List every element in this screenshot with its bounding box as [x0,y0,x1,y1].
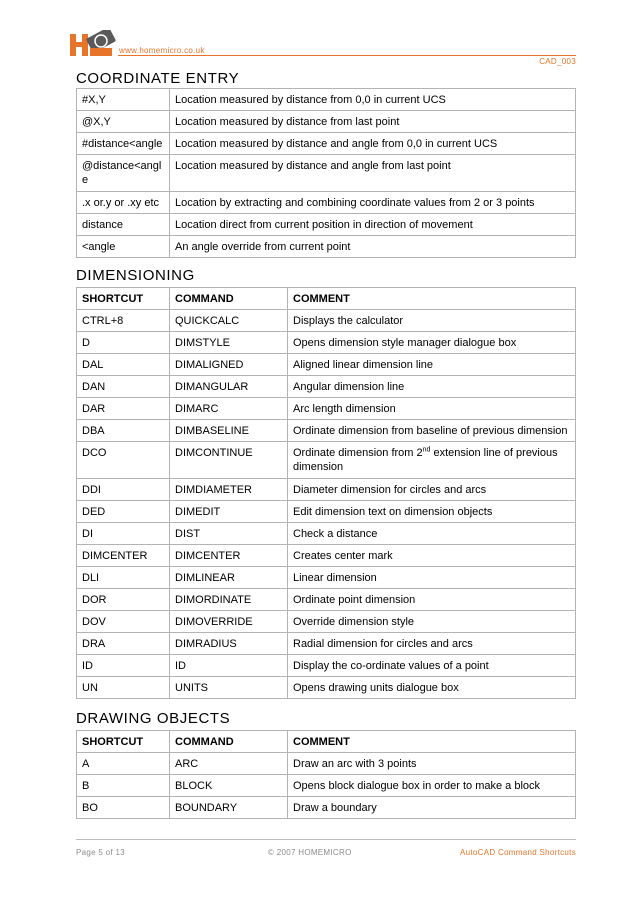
shortcut-cell: CTRL+8 [77,310,170,332]
section-title-dimensioning: DIMENSIONING [76,267,195,284]
command-cell: DIMLINEAR [170,567,288,589]
shortcut-cell: DDI [77,479,170,501]
table-row [77,655,576,677]
shortcut-cell: BO [77,797,170,819]
table-header-row [77,288,576,310]
command-cell: DIMRADIUS [170,633,288,655]
table-row [77,797,576,819]
comment-cell: Displays the calculator [288,310,576,332]
shortcut-cell: DRA [77,633,170,655]
comment-cell: Draw an arc with 3 points [288,753,576,775]
dco-comment-sup: nd [422,446,431,454]
shortcut-cell: D [77,332,170,354]
shortcut-cell: ID [77,655,170,677]
table-row [77,501,576,523]
description-cell: Location measured by distance from 0,0 in current UCS [170,89,576,111]
table-row [77,89,576,111]
command-cell: QUICKCALC [170,310,288,332]
table-row [77,420,576,442]
dco-comment-end: extension line of previous dimension [293,447,558,473]
shortcut-cell: DIMCENTER [77,545,170,567]
command-cell: DIMDIAMETER [170,479,288,501]
shortcut-cell: DAL [77,354,170,376]
header-url: www.homemicro.co.uk [119,46,205,55]
description-cell: Location measured by distance from last point [170,111,576,133]
table-row [77,753,576,775]
section-title-drawing: DRAWING OBJECTS [76,710,231,727]
shortcut-cell: DCO [77,442,170,479]
table-row [77,111,576,133]
shortcut-cell: DBA [77,420,170,442]
shortcut-cell: A [77,753,170,775]
header-shortcut: SHORTCUT [77,288,170,310]
homemicro-logo [70,30,116,58]
shortcut-cell: @X,Y [77,111,170,133]
comment-cell [288,442,576,479]
shortcut-cell: DI [77,523,170,545]
command-cell: DIMOVERRIDE [170,611,288,633]
command-cell: DIMORDINATE [170,589,288,611]
shortcut-cell: @distance<angle [77,155,170,192]
header-rule [118,55,576,56]
doc-title: AutoCAD Command Shortcuts [460,848,576,857]
command-cell: BOUNDARY [170,797,288,819]
table-row [77,398,576,420]
header-command: COMMAND [170,288,288,310]
shortcut-cell: DOR [77,589,170,611]
copyright: © 2007 HOMEMICRO [268,848,352,857]
table-row [77,589,576,611]
comment-cell: Opens block dialogue box in order to make a block [288,775,576,797]
table-row [77,442,576,479]
comment-cell: Diameter dimension for circles and arcs [288,479,576,501]
description-cell: An angle override from current point [170,236,576,258]
table-row [77,310,576,332]
comment-cell: Opens drawing units dialogue box [288,677,576,699]
shortcut-cell: DOV [77,611,170,633]
table-row [77,354,576,376]
shortcut-cell: #X,Y [77,89,170,111]
command-cell: DIMARC [170,398,288,420]
comment-cell: Ordinate dimension from baseline of previous dimension [288,420,576,442]
shortcut-cell: B [77,775,170,797]
doc-id: CAD_003 [539,57,576,66]
comment-cell: Ordinate point dimension [288,589,576,611]
table-header-row [77,731,576,753]
shortcut-cell: DED [77,501,170,523]
shortcut-cell: DLI [77,567,170,589]
description-cell: Location direct from current position in direction of movement [170,214,576,236]
table-row [77,192,576,214]
command-cell: DIMBASELINE [170,420,288,442]
table-row [77,775,576,797]
table-row [77,332,576,354]
description-cell: Location by extracting and combining coordinate values from 2 or 3 points [170,192,576,214]
header-shortcut: SHORTCUT [77,731,170,753]
coordinate-table [76,88,576,258]
table-row [77,567,576,589]
description-cell: Location measured by distance and angle from 0,0 in current UCS [170,133,576,155]
comment-cell: Aligned linear dimension line [288,354,576,376]
shortcut-cell: DAN [77,376,170,398]
page-number: Page 5 of 13 [76,848,125,857]
comment-cell: Display the co-ordinate values of a point [288,655,576,677]
table-row [77,611,576,633]
comment-cell: Override dimension style [288,611,576,633]
table-row [77,479,576,501]
comment-cell: Angular dimension line [288,376,576,398]
command-cell: DIST [170,523,288,545]
section-title-coordinate: COORDINATE ENTRY [76,70,240,87]
header-comment: COMMENT [288,288,576,310]
comment-cell: Check a distance [288,523,576,545]
comment-cell: Arc length dimension [288,398,576,420]
table-row [77,677,576,699]
table-row [77,633,576,655]
comment-cell: Draw a boundary [288,797,576,819]
command-cell: DIMCENTER [170,545,288,567]
shortcut-cell: #distance<angle [77,133,170,155]
shortcut-cell: DAR [77,398,170,420]
command-cell: DIMCONTINUE [170,442,288,479]
command-cell: DIMALIGNED [170,354,288,376]
table-row [77,236,576,258]
table-row [77,133,576,155]
table-row [77,523,576,545]
header-command: COMMAND [170,731,288,753]
description-cell: Location measured by distance and angle from last point [170,155,576,192]
drawing-table [76,730,576,819]
dco-comment-start: Ordinate dimension from 2 [293,447,423,459]
shortcut-cell: UN [77,677,170,699]
command-cell: UNITS [170,677,288,699]
shortcut-cell: <angle [77,236,170,258]
comment-cell: Edit dimension text on dimension objects [288,501,576,523]
table-row [77,545,576,567]
shortcut-cell: distance [77,214,170,236]
dimensioning-table [76,287,576,699]
command-cell: DIMANGULAR [170,376,288,398]
command-cell: BLOCK [170,775,288,797]
header-comment: COMMENT [288,731,576,753]
comment-cell: Creates center mark [288,545,576,567]
command-cell: DIMSTYLE [170,332,288,354]
comment-cell: Opens dimension style manager dialogue box [288,332,576,354]
table-row [77,155,576,192]
command-cell: DIMEDIT [170,501,288,523]
comment-cell: Radial dimension for circles and arcs [288,633,576,655]
command-cell: ARC [170,753,288,775]
command-cell: ID [170,655,288,677]
footer-rule [76,839,576,840]
table-row [77,214,576,236]
table-row [77,376,576,398]
comment-cell: Linear dimension [288,567,576,589]
shortcut-cell: .x or.y or .xy etc [77,192,170,214]
